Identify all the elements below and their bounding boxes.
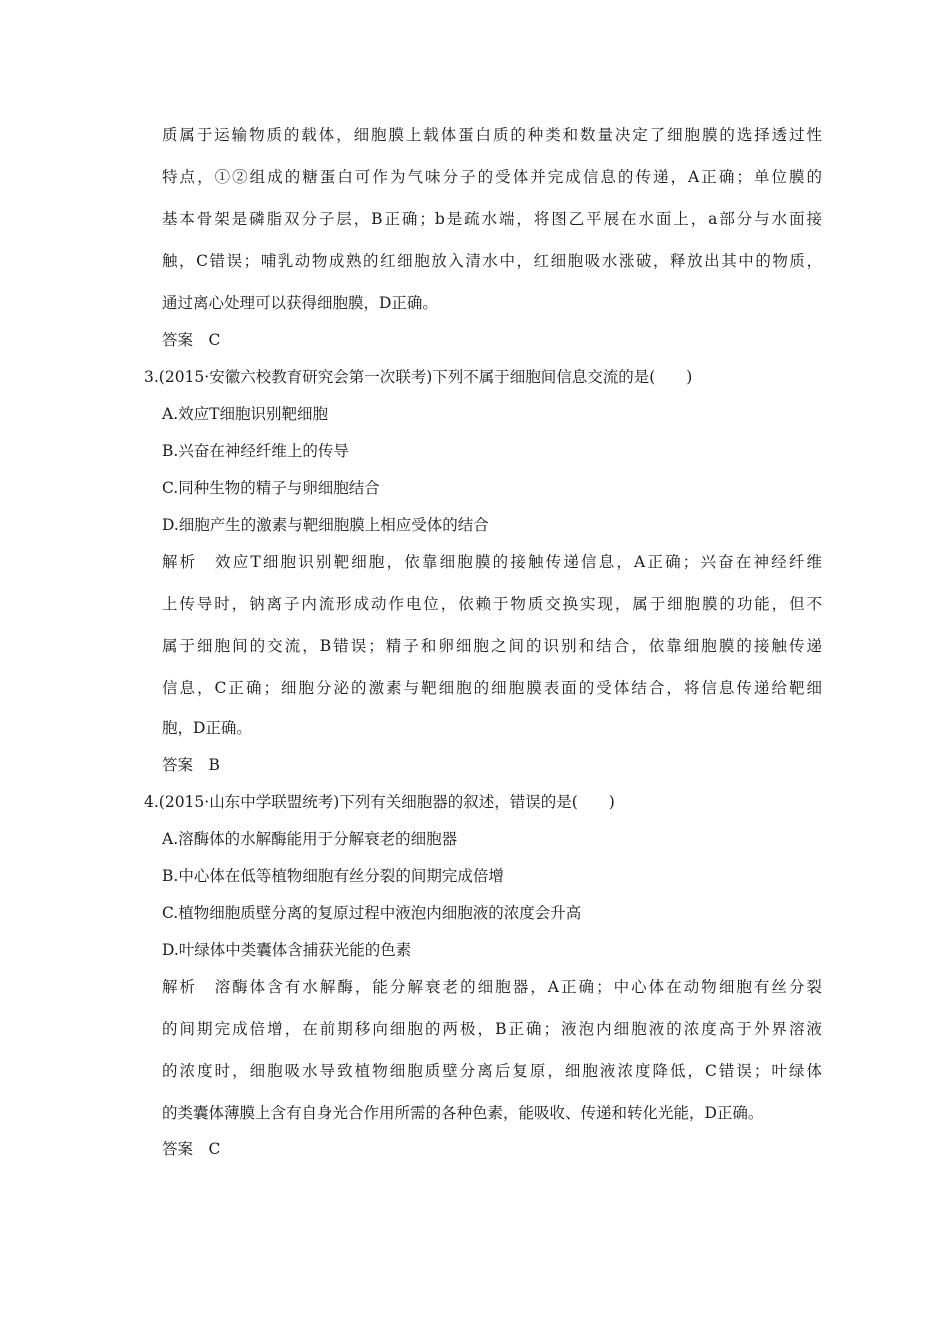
q3-option-b: B.兴奋在神经纤维上的传导 bbox=[162, 442, 349, 460]
q4-explanation-line: 的间期完成倍增，在前期移向细胞的两极，B正确；液泡内细胞液的浓度高于外界溶液 bbox=[162, 1020, 822, 1038]
q3-explanation-line: 信息，C正确；细胞分泌的激素与靶细胞的细胞膜表面的受体结合，将信息传递给靶细 bbox=[162, 679, 822, 697]
q4-stem: 4.(2015·山东中学联盟统考)下列有关细胞器的叙述，错误的是( ) bbox=[144, 793, 615, 811]
q4-explanation-line: 的浓度时，细胞吸水导致植物细胞质壁分离后复原，细胞液浓度降低，C错误；叶绿体 bbox=[162, 1062, 822, 1080]
q4-option-d: D.叶绿体中类囊体含捕获光能的色素 bbox=[162, 941, 412, 959]
q2-explanation-line: 触，C错误；哺乳动物成熟的红细胞放入清水中，红细胞吸水涨破，释放出其中的物质， bbox=[162, 252, 822, 270]
q4-explanation-line: 解析 溶酶体含有水解酶，能分解衰老的细胞器，A正确；中心体在动物细胞有丝分裂 bbox=[162, 978, 822, 996]
q3-option-c: C.同种生物的精子与卵细胞结合 bbox=[162, 479, 380, 497]
q3-option-a: A.效应T细胞识别靶细胞 bbox=[162, 405, 328, 423]
q3-answer: 答案 B bbox=[162, 756, 220, 774]
q2-explanation-line: 特点，①②组成的糖蛋白可作为气味分子的受体并完成信息的传递，A正确；单位膜的 bbox=[162, 168, 822, 186]
q3-explanation-line: 属于细胞间的交流，B错误；精子和卵细胞之间的识别和结合，依靠细胞膜的接触传递 bbox=[162, 637, 822, 655]
q3-option-d: D.细胞产生的激素与靶细胞膜上相应受体的结合 bbox=[162, 516, 489, 534]
q2-explanation-line: 基本骨架是磷脂双分子层，B正确；b是疏水端，将图乙平展在水面上，a部分与水面接 bbox=[162, 210, 822, 228]
q4-explanation-line: 的类囊体薄膜上含有自身光合作用所需的各种色素，能吸收、传递和转化光能，D正确。 bbox=[162, 1104, 764, 1122]
q3-stem: 3.(2015·安徽六校教育研究会第一次联考)下列不属于细胞间信息交流的是( ) bbox=[144, 368, 693, 386]
q4-option-c: C.植物细胞质壁分离的复原过程中液泡内细胞液的浓度会升高 bbox=[162, 904, 582, 922]
q2-explanation-line: 质属于运输物质的载体，细胞膜上载体蛋白质的种类和数量决定了细胞膜的选择透过性 bbox=[162, 126, 822, 144]
q2-explanation-line: 通过离心处理可以获得细胞膜，D正确。 bbox=[162, 294, 438, 312]
q2-answer: 答案 C bbox=[162, 331, 221, 349]
q3-explanation-line: 胞，D正确。 bbox=[162, 719, 252, 737]
q4-answer: 答案 C bbox=[162, 1140, 221, 1158]
q4-option-b: B.中心体在低等植物细胞有丝分裂的间期完成倍增 bbox=[162, 867, 504, 885]
q4-option-a: A.溶酶体的水解酶能用于分解衰老的细胞器 bbox=[162, 830, 458, 848]
q3-explanation-line: 解析 效应T细胞识别靶细胞，依靠细胞膜的接触传递信息，A正确；兴奋在神经纤维 bbox=[162, 553, 822, 571]
q3-explanation-line: 上传导时，钠离子内流形成动作电位，依赖于物质交换实现，属于细胞膜的功能，但不 bbox=[162, 595, 822, 613]
